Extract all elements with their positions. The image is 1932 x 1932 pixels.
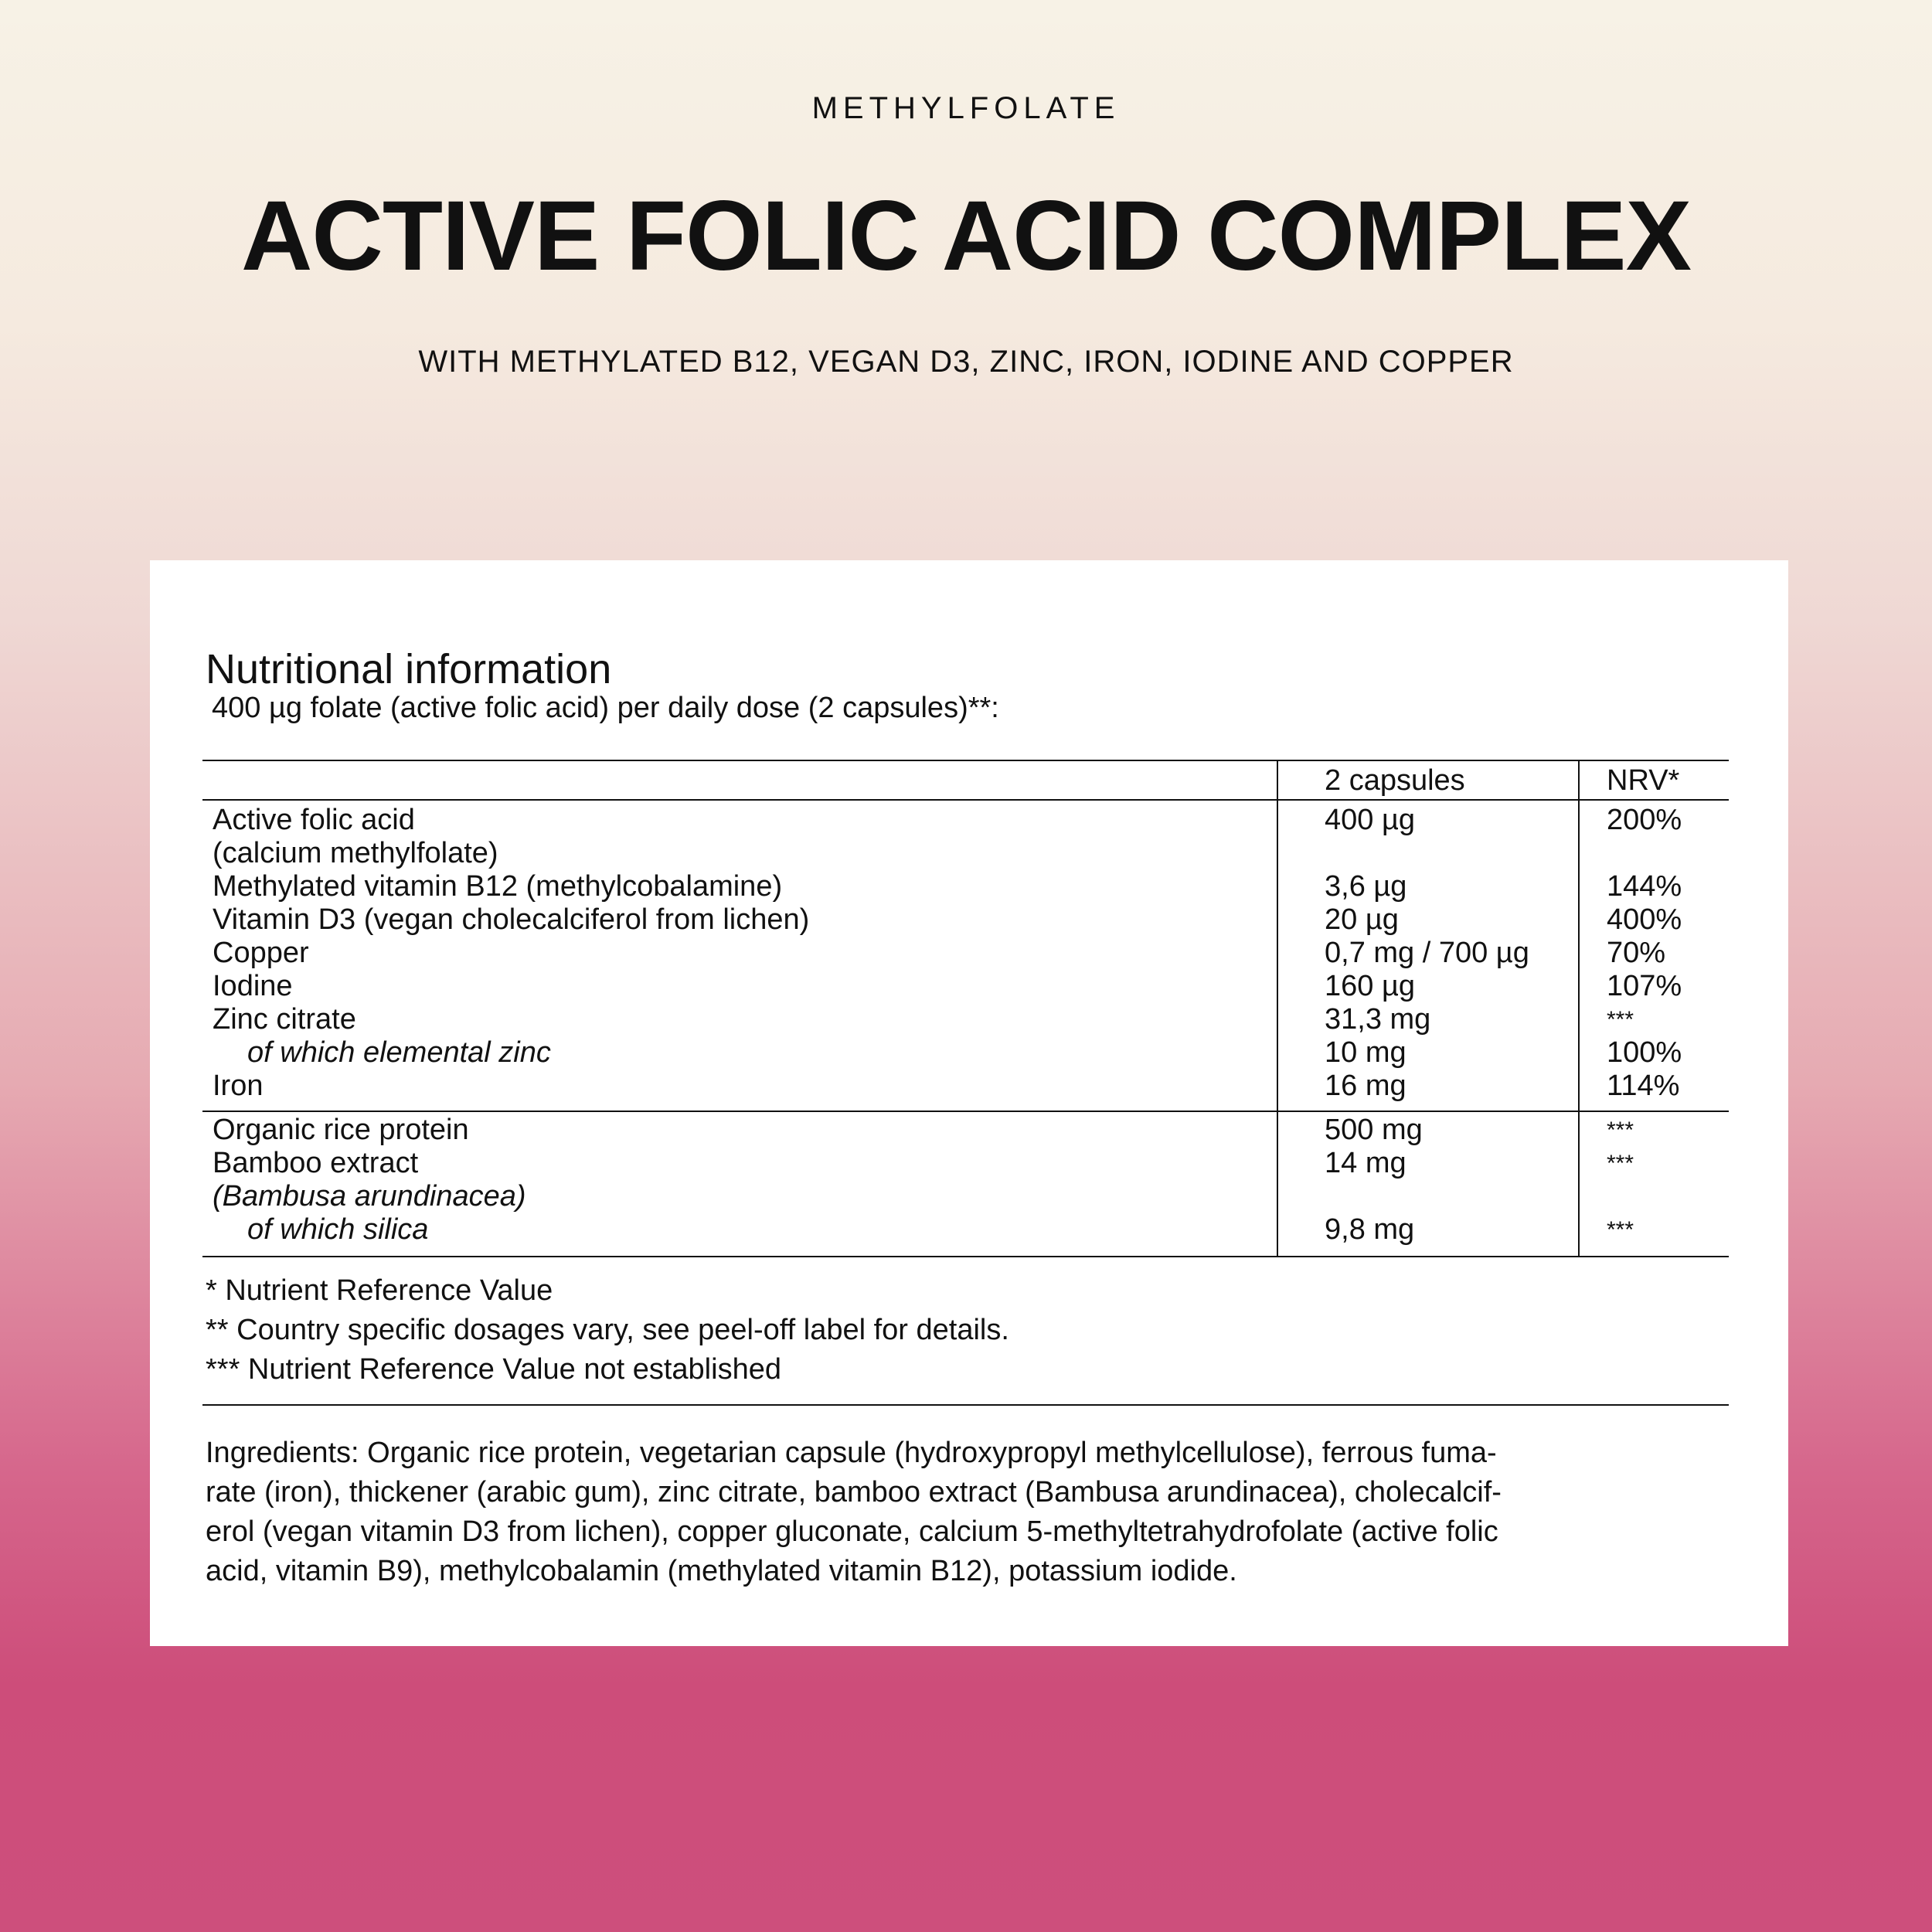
table-header-row — [202, 760, 1729, 801]
product-subtitle: WITH METHYLATED B12, VEGAN D3, ZINC, IRON, IODINE AND COPPER — [418, 345, 1514, 379]
row-amount: 10 mg — [1325, 1036, 1406, 1069]
row-name: Vitamin D3 (vegan cholecalciferol from lichen) — [213, 903, 810, 936]
product-kicker: METHYLFOLATE — [811, 91, 1121, 125]
table-group-other — [202, 1112, 1729, 1257]
row-name-sub: (calcium methylfolate) — [213, 837, 498, 869]
row-nrv: 200% — [1607, 804, 1682, 836]
row-amount-spacer — [1325, 1180, 1578, 1213]
row-nrv: 400% — [1607, 903, 1682, 936]
nutrition-title: Nutritional information — [206, 646, 612, 692]
header-cell-name — [202, 761, 1277, 799]
ingredients-line: Ingredients: Organic rice protein, vegetarian capsule (hydroxypropyl methylcellulose), ferrous fuma- — [206, 1437, 1497, 1469]
row-amount: 31,3 mg — [1325, 1003, 1431, 1036]
row-name: Zinc citrate — [213, 1003, 356, 1036]
row-nrv-spacer — [1607, 837, 1729, 870]
row-amount-spacer — [1325, 837, 1578, 870]
product-title: ACTIVE FOLIC ACID COMPLEX — [240, 181, 1692, 291]
row-name: Bamboo extract — [213, 1147, 419, 1179]
nutrition-card — [150, 560, 1788, 1646]
divider — [202, 1404, 1729, 1406]
group2-nrv — [1578, 1112, 1729, 1256]
row-nrv: *** — [1607, 1217, 1634, 1243]
row-amount: 3,6 µg — [1325, 870, 1407, 903]
row-amount: 160 µg — [1325, 970, 1415, 1002]
row-nrv: 107% — [1607, 970, 1682, 1002]
row-nrv: *** — [1607, 1007, 1634, 1032]
row-name: Organic rice protein — [213, 1114, 469, 1146]
footnote: *** Nutrient Reference Value not established — [206, 1353, 781, 1386]
row-name: Iodine — [213, 970, 293, 1002]
header-cell-nrv: NRV* — [1578, 761, 1729, 799]
footnote: * Nutrient Reference Value — [206, 1274, 553, 1307]
row-name: Copper — [213, 937, 309, 969]
row-name: Active folic acid — [213, 804, 415, 836]
row-amount: 14 mg — [1325, 1147, 1406, 1179]
row-amount: 20 µg — [1325, 903, 1399, 936]
ingredients-line: rate (iron), thickener (arabic gum), zinc citrate, bamboo extract (Bambusa arundinacea), cholecalcif- — [206, 1476, 1502, 1509]
ingredients-text — [206, 1434, 1713, 1591]
group2-names — [202, 1112, 1277, 1256]
row-name: (Bambusa arundinacea) — [213, 1180, 526, 1213]
row-nrv: *** — [1607, 1151, 1634, 1176]
row-name: Methylated vitamin B12 (methylcobalamine) — [213, 870, 783, 903]
group1-amounts — [1277, 801, 1578, 1111]
row-amount: 500 mg — [1325, 1114, 1423, 1146]
row-nrv: *** — [1607, 1117, 1634, 1143]
row-amount: 400 µg — [1325, 804, 1415, 836]
nutrition-subtitle: 400 µg folate (active folic acid) per daily dose (2 capsules)**: — [212, 692, 999, 724]
row-amount: 16 mg — [1325, 1070, 1406, 1102]
table-group-vitamins-minerals — [202, 801, 1729, 1112]
group2-amounts — [1277, 1112, 1578, 1256]
footnote: ** Country specific dosages vary, see peel-off label for details. — [206, 1314, 1009, 1346]
row-nrv: 70% — [1607, 937, 1666, 969]
row-nrv-spacer — [1607, 1180, 1729, 1213]
footnotes — [206, 1271, 1732, 1389]
ingredients-line: acid, vitamin B9), methylcobalamin (methylated vitamin B12), potassium iodide. — [206, 1555, 1237, 1587]
group1-nrv — [1578, 801, 1729, 1111]
group1-names — [202, 801, 1277, 1111]
ingredients-line: erol (vegan vitamin D3 from lichen), copper gluconate, calcium 5-methyltetrahydrofolate (active folic — [206, 1515, 1498, 1548]
row-nrv: 100% — [1607, 1036, 1682, 1069]
header-cell-amount: 2 capsules — [1277, 761, 1578, 799]
row-amount: 9,8 mg — [1325, 1213, 1415, 1246]
row-nrv: 144% — [1607, 870, 1682, 903]
row-name: of which silica — [247, 1213, 429, 1246]
row-amount: 0,7 mg / 700 µg — [1325, 937, 1529, 969]
row-name: of which elemental zinc — [247, 1036, 551, 1069]
nutrition-table — [202, 760, 1729, 1257]
row-nrv: 114% — [1607, 1070, 1680, 1102]
row-name: Iron — [213, 1070, 264, 1102]
